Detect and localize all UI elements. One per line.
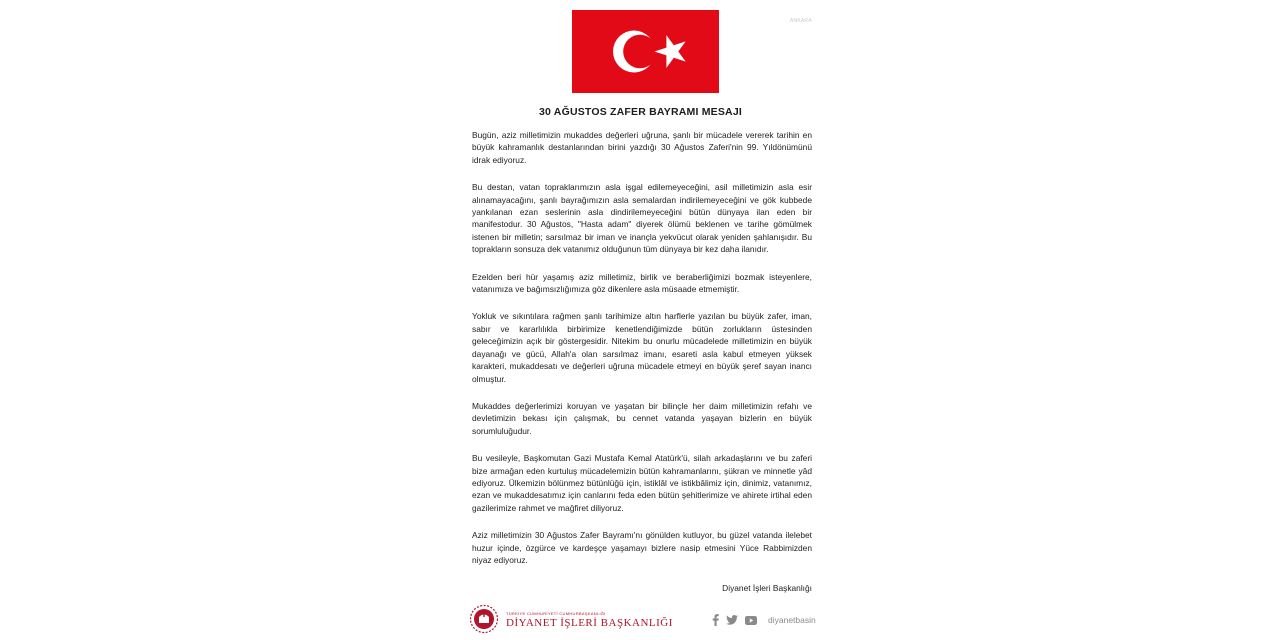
page-title: 30 AĞUSTOS ZAFER BAYRAMI MESAJI [538, 106, 742, 118]
paragraph: Bu vesileyle, Başkomutan Gazi Mustafa Kemal Atatürk'ü, silah arkadaşlarını ve bu zaferi bize armağan eden kurtuluş mücadelemizin bütün kahramanlarını, şükran ve minnetle yâd ediyoruz. Ülkemizin bölünmez bütünlüğü için, istiklâl ve istikbâlimiz için, dinimiz, vatanımız, ezan ve mukaddesatımız için canlarını feda eden bütün şehitlerimize ve ahirete irtihal eden gazilerimize rahmet ve mağfiret diliyoruz. [472, 453, 812, 513]
paragraph: Bu destan, vatan topraklarımızın asla işgal edilemeyeceğini, asil milletimizin asla esir alınamayacağını, şanlı bayrağımızın asla semalardan indirilemeyeceğini ve gök kubbede yankılanan ezan seslerinin asla dindirilemeyeceğini bütün dünyaya ilan eden bir manifestodur. 30 Ağustos, "Hasta adam" diyerek ölümü beklenen ve tarihe gömülmek istenen bir milletin; sarsılmaz bir iman ve inançla yekvücut olarak yeniden şahlanışıdır. Bu toprakların sonsuza dek vatanımız olduğunun tüm dünyaya bir kez daha ilanıdır. [472, 182, 812, 255]
paragraph: Mukaddes değerlerimizi koruyan ve yaşatan bir bilinçle her daim milletimizin refahı ve devletimizin bekası için çalışmak, bu cennet vatanda yaşayan bizlerin en büyük sorumluluğudur. [472, 400, 812, 436]
youtube-icon[interactable] [745, 616, 757, 625]
paragraph: Bugün, aziz milletimizin mukaddes değerleri uğruna, şanlı bir mücadele vererek tarihin en büyük kahramanlık destanlarından birini yazdığı 30 Ağustos Zaferi'nin 99. Yıldönümünü idrak ediyoruz. [472, 130, 812, 165]
diyanet-emblem-icon [470, 604, 498, 634]
twitter-icon[interactable] [726, 615, 738, 625]
paragraph: Yokluk ve sıkıntılara rağmen şanlı tarihimize altın harflerle yazılan bu büyük zafer, iman, sabır ve kararlılıkla birbirimize kenetlendiğimizde bütün zorlukların üstesinden geleceğimizin açık bir göstergesidir. Nitekim bu onurlu mücadelede milletimizin en büyük dayanağı ve gücü, Allah'a olan sarsılmaz imanı, esareti asla kabul etmeyen yüksek karakteri, mukaddesatı ve değerleri uğruna mücadele etmeyi en büyük şeref sayan inancı olmuştur. [472, 311, 812, 384]
message-body [472, 129, 812, 581]
watermark-text: ANKARA [790, 18, 812, 24]
paragraph: Ezelden beri hür yaşamış aziz milletimiz, birlik ve beraberliğimizi bozmak isteyenlere, vatanımıza ve bağımsızlığımıza göz dikenlere asla müsaade etmemiştir. [472, 271, 812, 295]
turkish-flag-icon [572, 10, 719, 93]
org-subtitle: TÜRKİYE CUMHURİYETİ CUMHURBAŞKANLIĞI [506, 611, 606, 616]
facebook-icon[interactable] [712, 614, 719, 626]
social-handle[interactable]: diyanetbasin [768, 615, 816, 625]
paragraph: Aziz milletimizin 30 Ağustos Zafer Bayramı'nı gönülden kutluyor, bu güzel vatanda ilelebet huzur içinde, özgürce ve kardeşçe yaşamayı bizlere nasip etmesini Yüce Rabbimizden niyaz ediyoruz. [472, 530, 812, 565]
org-name: DİYANET İŞLERİ BAŞKANLIĞI [506, 617, 673, 629]
signature: Diyanet İşleri Başkanlığı [722, 583, 812, 593]
social-links [712, 614, 816, 626]
